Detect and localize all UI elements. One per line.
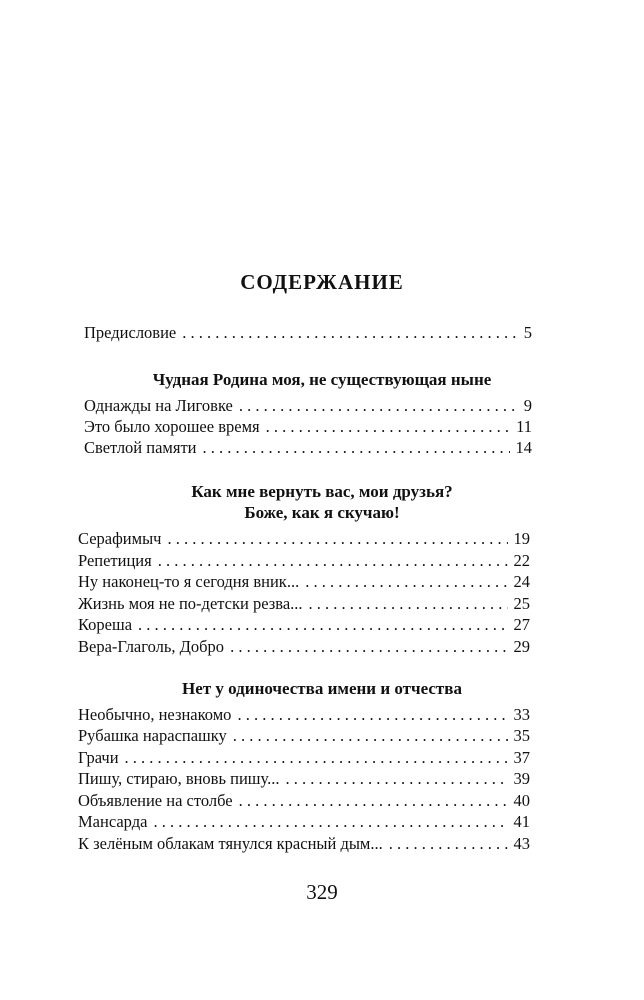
dot-leader <box>239 790 508 812</box>
toc-entry-title: Серафимыч <box>78 529 162 548</box>
toc-entry-title: Вера-Глаголь, Добро <box>78 637 225 656</box>
toc-entry[interactable] <box>78 725 530 747</box>
toc-entry[interactable] <box>78 571 530 593</box>
toc-entry[interactable] <box>78 811 530 833</box>
toc-entry-title: Пишу, стираю, вновь пишу... <box>78 769 280 788</box>
dot-leader <box>230 636 507 658</box>
toc-entry-page: 35 <box>513 726 530 745</box>
dot-leader <box>233 725 508 747</box>
toc-entry-page: 39 <box>513 769 530 788</box>
dot-leader <box>266 416 511 438</box>
toc-entry-page: 5 <box>523 323 532 342</box>
page-title: СОДЕРЖАНИЕ <box>240 270 404 294</box>
toc-entry-title: Грачи <box>78 748 119 767</box>
toc-entry[interactable] <box>84 416 532 438</box>
dot-leader <box>125 747 508 769</box>
toc-entry[interactable] <box>78 768 530 790</box>
dot-leader <box>389 833 508 855</box>
toc-entry[interactable] <box>78 614 530 636</box>
toc-entry-page: 40 <box>513 791 530 810</box>
toc-entry-title: Ну наконец-то я сегодня вник... <box>78 572 300 591</box>
toc-entry-page: 27 <box>513 615 530 634</box>
section-heading: Боже, как я скучаю! <box>244 503 400 522</box>
dot-leader <box>203 437 510 459</box>
toc-entry-page: 24 <box>513 572 530 591</box>
toc-entry-page: 9 <box>523 396 532 415</box>
toc-entry-page: 11 <box>516 417 532 436</box>
toc-entry-title: Предисловие <box>84 323 177 342</box>
dot-leader <box>285 768 507 790</box>
dot-leader <box>182 322 518 344</box>
dot-leader <box>305 571 507 593</box>
toc-entry-title: Светлой памяти <box>84 438 197 457</box>
dot-leader <box>153 811 507 833</box>
toc-entry[interactable] <box>78 704 530 726</box>
toc-entry[interactable] <box>84 395 532 417</box>
toc-entry-title: Рубашка нараспашку <box>78 726 227 745</box>
toc-entry[interactable] <box>78 833 530 855</box>
section-heading: Нет у одиночества имени и отчества <box>182 679 462 698</box>
toc-entry-title: Кореша <box>78 615 133 634</box>
toc-entry-page: 37 <box>513 748 530 767</box>
toc-entry[interactable] <box>78 790 530 812</box>
dot-leader <box>309 593 508 615</box>
dot-leader <box>239 395 518 417</box>
toc-entry[interactable] <box>78 747 530 769</box>
toc-entry-title: Однажды на Лиговке <box>84 396 233 415</box>
dot-leader <box>237 704 507 726</box>
toc-entry[interactable] <box>78 636 530 658</box>
page-number: 329 <box>306 880 338 904</box>
toc-entry[interactable] <box>78 528 530 550</box>
toc-entry[interactable] <box>78 593 530 615</box>
toc-entry-page: 29 <box>513 637 530 656</box>
toc-entry-title: Необычно, незнакомо <box>78 705 232 724</box>
toc-entry-page: 14 <box>515 438 532 457</box>
toc-entry-page: 19 <box>513 529 530 548</box>
section-heading: Чудная Родина моя, не существующая ныне <box>152 370 492 389</box>
dot-leader <box>138 614 507 636</box>
toc-entry-page: 25 <box>513 594 530 613</box>
toc-entry-title: Объявление на столбе <box>78 791 233 810</box>
toc-entry[interactable] <box>78 550 530 572</box>
toc-entry-page: 33 <box>513 705 530 724</box>
section-heading: Как мне вернуть вас, мои друзья? <box>191 482 453 501</box>
toc-entry-page: 41 <box>513 812 530 831</box>
dot-leader <box>167 528 507 550</box>
toc-entry-page: 43 <box>513 834 530 853</box>
toc-entry-page: 22 <box>513 551 530 570</box>
toc-entry-title: К зелёным облакам тянулся красный дым... <box>78 834 383 853</box>
toc-entry-title: Жизнь моя не по-детски резва... <box>78 594 303 613</box>
toc-entry-title: Это было хорошее время <box>84 417 260 436</box>
toc-entry-title: Репетиция <box>78 551 152 570</box>
dot-leader <box>158 550 508 572</box>
toc-entry-preface[interactable] <box>84 322 532 344</box>
toc-entry-title: Мансарда <box>78 812 148 831</box>
toc-entry[interactable] <box>84 437 532 459</box>
